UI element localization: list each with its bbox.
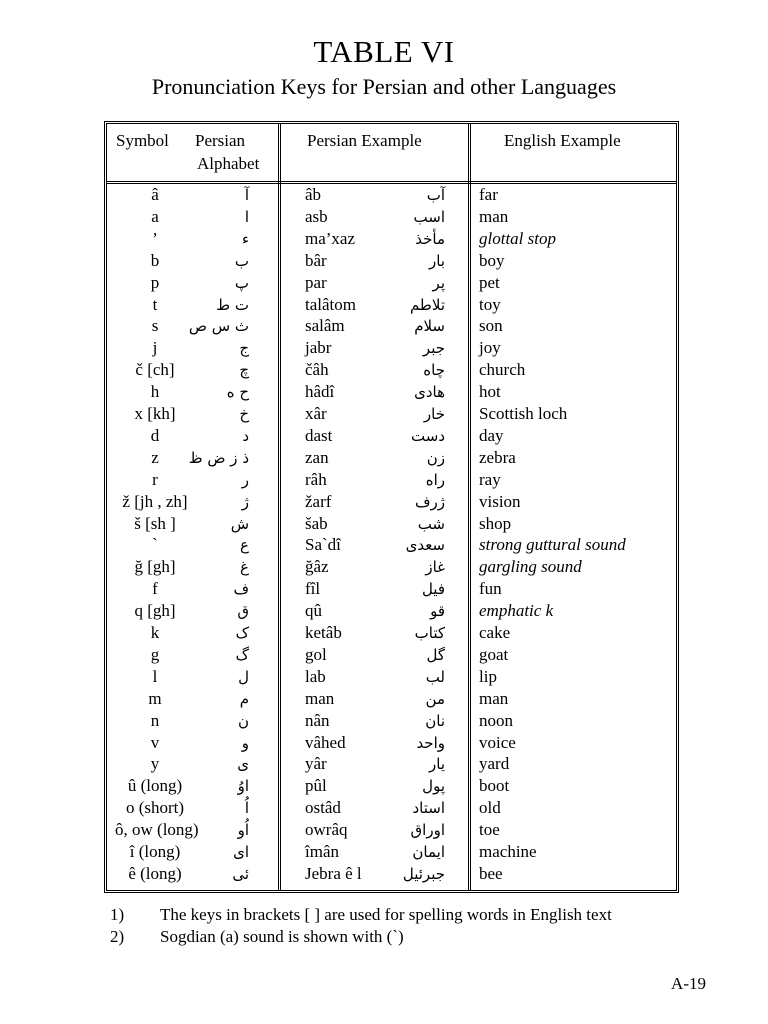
transliteration-cell: dast [305,425,333,445]
persian-alphabet-cell: ل [238,667,249,686]
symbol-cell: j [152,338,158,358]
persian-alphabet-cell: ژ [241,492,249,511]
symbol-cell: v [150,732,160,752]
persian-alphabet-cell: آ [244,186,249,204]
persian-alphabet-cell: ا [244,207,249,226]
transliteration-cell: zan [305,447,329,467]
persian-alphabet-cell: خ [239,405,249,423]
table-row [107,381,676,403]
english-example-cell: boot [479,776,510,796]
symbol-cell: a [151,206,159,226]
header-english-example: English Example [504,131,621,150]
english-example-cell: man [479,688,509,708]
persian-alphabet-cell: ء [241,229,249,248]
header-persian-example: Persian Example [307,131,422,150]
header-persian-alphabet-line2: Alphabet [197,154,260,173]
symbol-cell: b [150,250,160,270]
persian-example-cell: اسب [413,207,445,226]
persian-example-cell: دست [411,426,445,445]
table-row [107,337,676,359]
table-row [107,272,676,294]
persian-example-cell: جبرئیل [402,864,445,883]
persian-alphabet-cell: ع [240,536,249,555]
persian-alphabet-cell: د [242,426,249,445]
table-row [107,819,676,841]
table-row [107,797,676,819]
header-symbol: Symbol [116,131,169,150]
page-title: TABLE VI [313,34,455,69]
persian-example-cell: یار [429,755,445,774]
table-row [107,534,676,556]
symbol-cell: z [151,447,159,467]
persian-example-cell: سعدی [405,536,445,555]
english-example-cell: toe [479,820,500,840]
transliteration-cell: râh [305,469,327,489]
persian-example-cell: خار [423,405,445,423]
transliteration-cell: fîl [305,579,321,599]
english-example-cell: yard [479,754,510,774]
symbol-cell: t [152,294,158,314]
transliteration-cell: žarf [305,491,332,511]
english-example-cell: man [479,206,509,226]
persian-example-cell: اوراق [410,821,445,840]
table-row [107,732,676,754]
symbol-cell: ` [152,535,158,555]
symbol-cell: o (short) [125,798,185,818]
persian-example-cell: بار [429,251,445,270]
english-example-cell: hot [479,382,501,402]
persian-example-cell: کتاب [414,624,445,642]
table-row [107,206,676,228]
persian-example-cell: نان [425,711,445,730]
table-row [107,228,676,250]
english-example-cell: bee [479,863,503,883]
table-row [107,863,676,885]
persian-alphabet-cell: چ [239,361,249,380]
transliteration-cell: nân [305,710,330,730]
table-row [107,447,676,469]
transliteration-cell: ma’xaz [305,228,356,248]
transliteration-cell: gol [305,644,327,664]
footnote-text: Sogdian (a) sound is shown with (`) [160,927,404,946]
english-example-cell: ray [479,469,501,489]
persian-alphabet-cell: ج [239,339,249,358]
transliteration-cell: čâh [305,360,329,380]
footnote-number: 1) [110,905,125,924]
header-persian-alphabet-line1: Persian [195,131,246,150]
english-example-cell: joy [479,338,501,358]
persian-example-cell: واحد [416,733,445,752]
persian-alphabet-cell: ی [237,755,249,774]
transliteration-cell: hâdî [305,382,335,402]
transliteration-cell: owrâq [305,820,348,840]
persian-alphabet-cell: ب [234,251,249,270]
transliteration-cell: talâtom [305,294,356,314]
transliteration-cell: qû [305,601,322,621]
persian-alphabet-cell: ش [230,514,249,533]
pronunciation-table [104,121,679,893]
table-row [107,556,676,578]
persian-alphabet-cell: پ [234,273,249,292]
table-row [107,775,676,797]
persian-alphabet-cell: ف [233,580,249,599]
table-row [107,513,676,535]
symbol-cell: ž [jh , zh] [122,491,188,511]
symbol-cell: k [150,623,160,642]
persian-alphabet-cell: ئی [232,864,249,883]
persian-example-cell: غاز [425,558,445,577]
persian-example-cell: پر [432,273,445,292]
transliteration-cell: Jebra ê l [305,863,362,883]
transliteration-cell: bâr [305,250,327,270]
symbol-cell: ğ [gh] [134,557,176,577]
symbol-cell: û (long) [127,776,183,796]
transliteration-cell: šab [305,513,328,533]
persian-alphabet-cell: م [239,689,249,708]
persian-alphabet-cell: ر [241,470,249,489]
persian-example-cell: آب [426,186,445,204]
persian-alphabet-cell: گ [235,645,249,664]
english-example-cell: gargling sound [479,557,582,577]
persian-alphabet-cell: اُ [244,799,249,818]
table-row [107,491,676,513]
english-example-cell: toy [479,294,501,314]
english-example-cell: vision [479,491,521,511]
transliteration-cell: âb [305,185,322,204]
english-example-cell: strong guttural sound [479,535,626,555]
symbol-cell: ô, ow (long) [115,820,199,840]
transliteration-cell: salâm [305,316,345,336]
english-example-cell: voice [479,732,516,752]
table-row [107,666,676,688]
table-row [107,710,676,732]
table-row [107,250,676,272]
english-example-cell: pet [479,272,500,292]
persian-alphabet-cell: ت ط [216,295,249,314]
table-row [107,403,676,425]
persian-example-cell: من [425,689,445,708]
table-row [107,425,676,447]
symbol-cell: x [kh] [134,404,176,423]
symbol-cell: p [150,272,160,292]
symbol-cell: š [sh ] [134,513,176,533]
transliteration-cell: ostâd [305,798,341,818]
transliteration-cell: îmân [305,842,339,861]
table-row [107,469,676,491]
transliteration-cell: vâhed [305,732,346,752]
symbol-cell: r [152,469,158,489]
english-example-cell: goat [479,644,509,664]
table-row [107,315,676,337]
table-row [107,644,676,666]
symbol-cell: s [151,316,159,336]
symbol-cell: l [152,666,158,686]
symbol-cell: â [151,185,159,204]
english-example-cell: far [479,185,498,204]
persian-alphabet-cell: اُو [237,821,249,840]
english-example-cell: machine [479,842,537,861]
persian-example-cell: سلام [414,317,445,336]
english-example-cell: son [479,316,503,336]
transliteration-cell: Sa`dî [305,535,341,555]
persian-example-cell: فیل [421,580,445,599]
persian-alphabet-cell: ح ه [226,383,249,402]
symbol-cell: ’ [152,228,158,248]
footnote-text: The keys in brackets [ ] are used for spelling words in English text [160,905,612,924]
persian-example-cell: پول [422,777,445,796]
english-example-cell: shop [479,513,512,533]
persian-example-cell: تلاطم [409,295,445,314]
english-example-cell: fun [479,579,502,599]
persian-example-cell: چاه [423,361,445,380]
symbol-cell: î (long) [129,842,181,861]
symbol-cell: h [150,382,160,402]
persian-alphabet-cell: ن [237,711,249,730]
persian-example-cell: لب [425,667,445,686]
persian-example-cell: گل [426,645,445,664]
footnote-number: 2) [110,927,125,946]
persian-alphabet-cell: و [241,733,249,752]
transliteration-cell: pûl [305,776,327,796]
transliteration-cell: yâr [305,754,327,774]
page-subtitle: Pronunciation Keys for Persian and other Languages [151,74,617,99]
table-row [107,294,676,316]
symbol-cell: d [150,425,160,445]
persian-example-cell: جبر [422,339,445,358]
persian-example-cell: شب [417,514,445,533]
english-example-cell: church [479,360,526,380]
table-row [107,600,676,622]
transliteration-cell: ğâz [305,557,329,577]
symbol-cell: ê (long) [128,863,182,883]
english-example-cell: noon [479,710,513,730]
english-example-cell: old [479,798,501,818]
english-example-cell: zebra [479,447,516,467]
persian-alphabet-cell: غ [240,558,249,577]
persian-example-cell: زن [426,448,445,467]
persian-example-cell: ایمان [412,843,445,861]
persian-alphabet-cell: ق [237,602,249,621]
table-row [107,841,676,863]
transliteration-cell: xâr [305,404,327,423]
table-row [107,622,676,644]
transliteration-cell: lab [305,666,326,686]
transliteration-cell: ketâb [305,623,342,642]
persian-example-cell: قو [430,602,445,621]
table-row [107,359,676,381]
english-example-cell: emphatic k [479,601,554,621]
symbol-cell: q [gh] [134,601,176,621]
table-row [107,688,676,710]
persian-example-cell: استاد [412,799,445,818]
persian-alphabet-cell: اوُ [237,777,249,796]
symbol-cell: f [152,579,158,599]
transliteration-cell: man [305,688,335,708]
symbol-cell: m [148,688,162,708]
table-row [107,184,676,206]
symbol-cell: y [150,754,160,774]
transliteration-cell: par [305,272,327,292]
symbol-cell: č [ch] [135,360,175,380]
table-row [107,578,676,600]
persian-alphabet-cell: ذ ز ض ظ [188,448,249,467]
english-example-cell: boy [479,250,505,270]
english-example-cell: lip [479,666,497,686]
symbol-cell: g [150,644,160,664]
english-example-cell: cake [479,623,511,642]
persian-alphabet-cell: ک [235,624,249,642]
english-example-cell: Scottish loch [479,404,568,423]
persian-alphabet-cell: ای [233,843,249,861]
persian-example-cell: هادی [414,383,445,402]
persian-alphabet-cell: ث س ص [188,317,249,336]
page-number: A-19 [671,974,706,993]
english-example-cell: glottal stop [479,228,556,248]
persian-example-cell: ژرف [414,492,445,511]
persian-example-cell: مأخذ [415,229,445,248]
transliteration-cell: asb [305,206,328,226]
table-row [107,753,676,775]
transliteration-cell: jabr [305,338,332,358]
english-example-cell: day [479,425,504,445]
persian-example-cell: راه [425,470,445,489]
symbol-cell: n [150,710,160,730]
